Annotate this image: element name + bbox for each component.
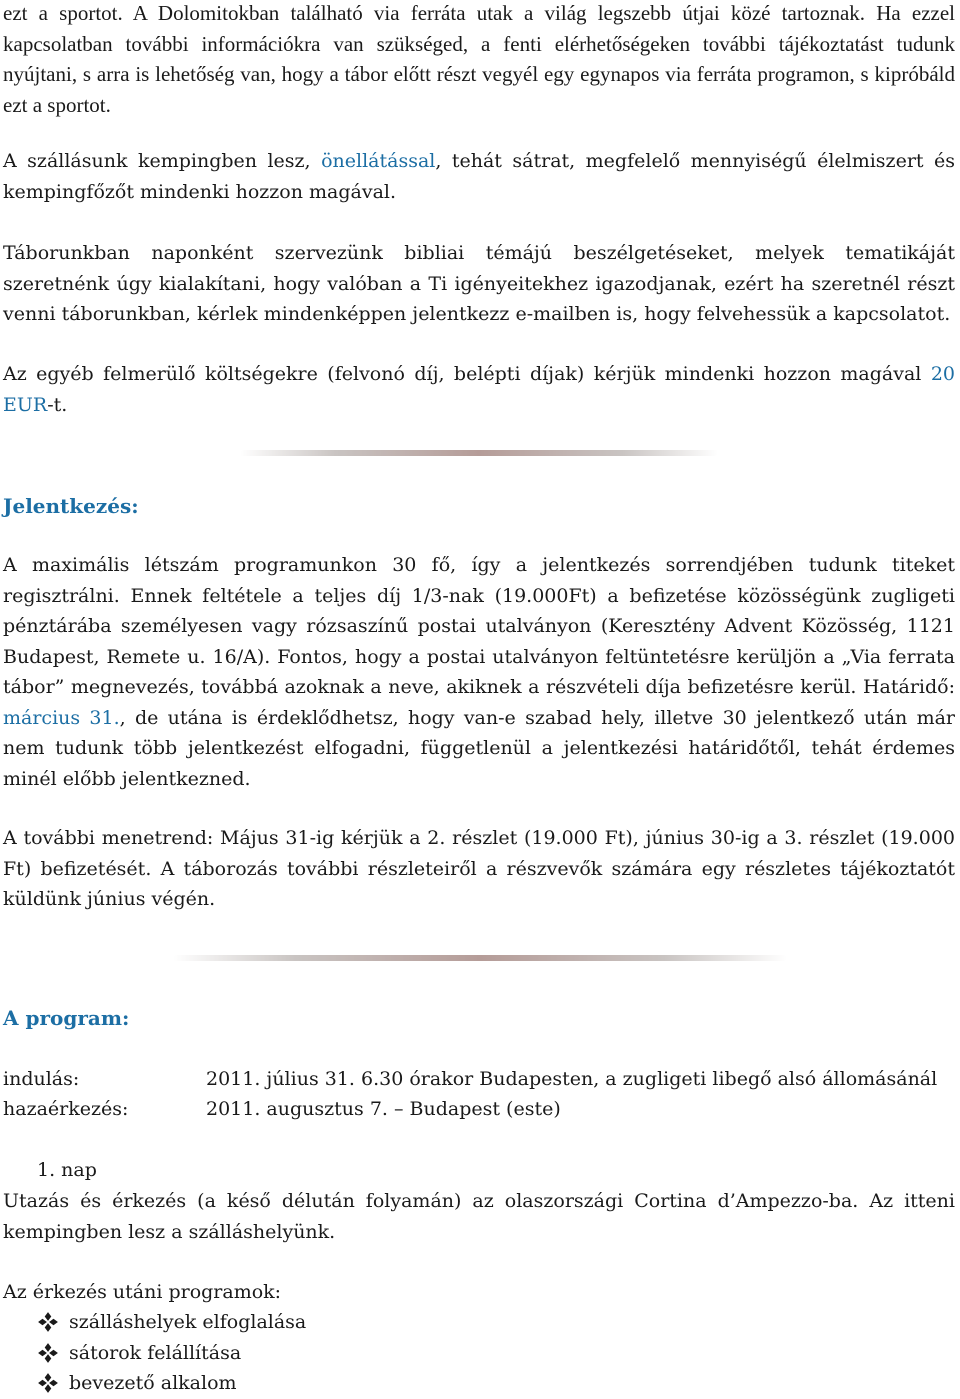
section-divider xyxy=(240,450,718,456)
section-divider xyxy=(173,955,787,961)
four-diamond-bullet-icon xyxy=(37,1342,59,1364)
arrival-programs-label: Az érkezés utáni programok: xyxy=(3,1281,282,1303)
return-row xyxy=(3,1094,937,1124)
registration-paragraph xyxy=(3,550,955,794)
list-item xyxy=(37,1338,306,1369)
intro-text: ezt a sportot. A Dolomitokban található via ferráta utak a világ legszebb útjai közé tartoznak. Ha ezzel kapcsolatban további információkra van szükséged, a fenti elérhetőségeken további tájékoztatást tudunk nyújtani, s arra is lehetőség van, hogy a tábor előtt részt vegyél egy egynapos via ferráta programon, s kipróbáld ezt a sportot. xyxy=(3,1,955,117)
intro-paragraph xyxy=(3,0,955,120)
list-item xyxy=(37,1307,306,1338)
departure-row xyxy=(3,1064,937,1094)
program-dates-table xyxy=(3,1064,937,1124)
registration-text: A maximális létszám programunkon 30 fő, így a jelentkezés sorrendjében tudunk titeket regisztrálni. Ennek feltétele a teljes díj 1/3-nak (19.000Ft) a befizetése közösségünk zugligeti pénztárába személyesen vagy rózsaszínű postai utalványon (Keresztény Advent Közösség, 1121 Budapest, Remete u. 16/A). Fontos, hogy a postai utalványon feltüntetésre kerüljön a „Via ferrata tábor” megnevezés, továbbá azoknak a neve, akiknek a részvételi díja befizetésre kerül. xyxy=(3,554,955,698)
deadline-date-link[interactable]: március 31. xyxy=(3,706,120,729)
schedule-text: A további menetrend: Május 31-ig kérjük a 2. részlet (19.000 Ft), június 30-ig a 3. részlet (19.000 Ft) befizetését. A táborozás további részleteiről a részvevők számára egy részletes tájékoztatót küldünk június végén. xyxy=(3,827,955,910)
registration-heading: Jelentkezés: xyxy=(3,494,139,518)
bible-talks-paragraph xyxy=(3,238,955,330)
program-heading: A program: xyxy=(3,1006,130,1030)
list-item-label: sátorok felállítása xyxy=(69,1341,242,1364)
day1-title: 1. nap xyxy=(37,1159,97,1181)
departure-value: 2011. július 31. 6.30 órakor Budapesten, a zugligeti libegő alsó állomásánál xyxy=(206,1068,938,1090)
four-diamond-bullet-icon xyxy=(37,1311,59,1333)
accommodation-paragraph xyxy=(3,146,955,207)
arrival-programs-list xyxy=(37,1307,306,1399)
eur-amount-link[interactable]: 20 EUR xyxy=(3,363,955,416)
day1-paragraph xyxy=(3,1186,955,1247)
accommodation-text-start: A szállásunk kempingben lesz, xyxy=(3,150,322,172)
list-item xyxy=(37,1368,306,1399)
schedule-paragraph xyxy=(3,823,955,915)
return-value: 2011. augusztus 7. – Budapest (este) xyxy=(206,1098,561,1120)
list-item-label: bevezető alkalom xyxy=(69,1372,237,1394)
deadline-label: Határidő: xyxy=(862,676,955,698)
departure-label: indulás: xyxy=(3,1068,80,1090)
costs-paragraph xyxy=(3,359,955,420)
list-item-label: szálláshelyek elfoglalása xyxy=(69,1311,307,1333)
return-label: hazaérkezés: xyxy=(3,1098,129,1120)
deadline-text: , de utána is érdeklődhetsz, hogy van-e szabad hely, illetve 30 jelentkező után már nem tudunk több jelentkezést elfogadni, függetlenül a jelentkezési határidőtől, tehát érdemes minél előbb jelentkezned. xyxy=(3,706,956,790)
accommodation-text-end: , tehát sátrat, megfelelő mennyiségű élelmiszert és kempingfőzőt mindenki hozzon magával. xyxy=(3,150,955,203)
costs-text-end: -t. xyxy=(47,393,68,416)
bible-talks-text: Táborunkban naponként szervezünk bibliai témájú beszélgetéseket, melyek tematikáját szeretnénk úgy kialakítani, hogy valóban a Ti igényeitekhez igazodjanak, ezért ha szeretnél részt venni táborunkban, kérlek mindenképpen jelentkezz e-mailben is, hogy felvehessük a kapcsolatot. xyxy=(3,242,955,325)
self-catering-link[interactable]: önellátással xyxy=(321,150,436,172)
costs-text-start: Az egyéb felmerülő költségekre (felvonó díj, belépti díjak) kérjük mindenki hozzon magával xyxy=(3,363,931,385)
day1-text: Utazás és érkezés (a késő délután folyamán) az olaszországi Cortina d’Ampezzo-ba. Az itteni kempingben lesz a szálláshelyünk. xyxy=(3,1190,955,1243)
